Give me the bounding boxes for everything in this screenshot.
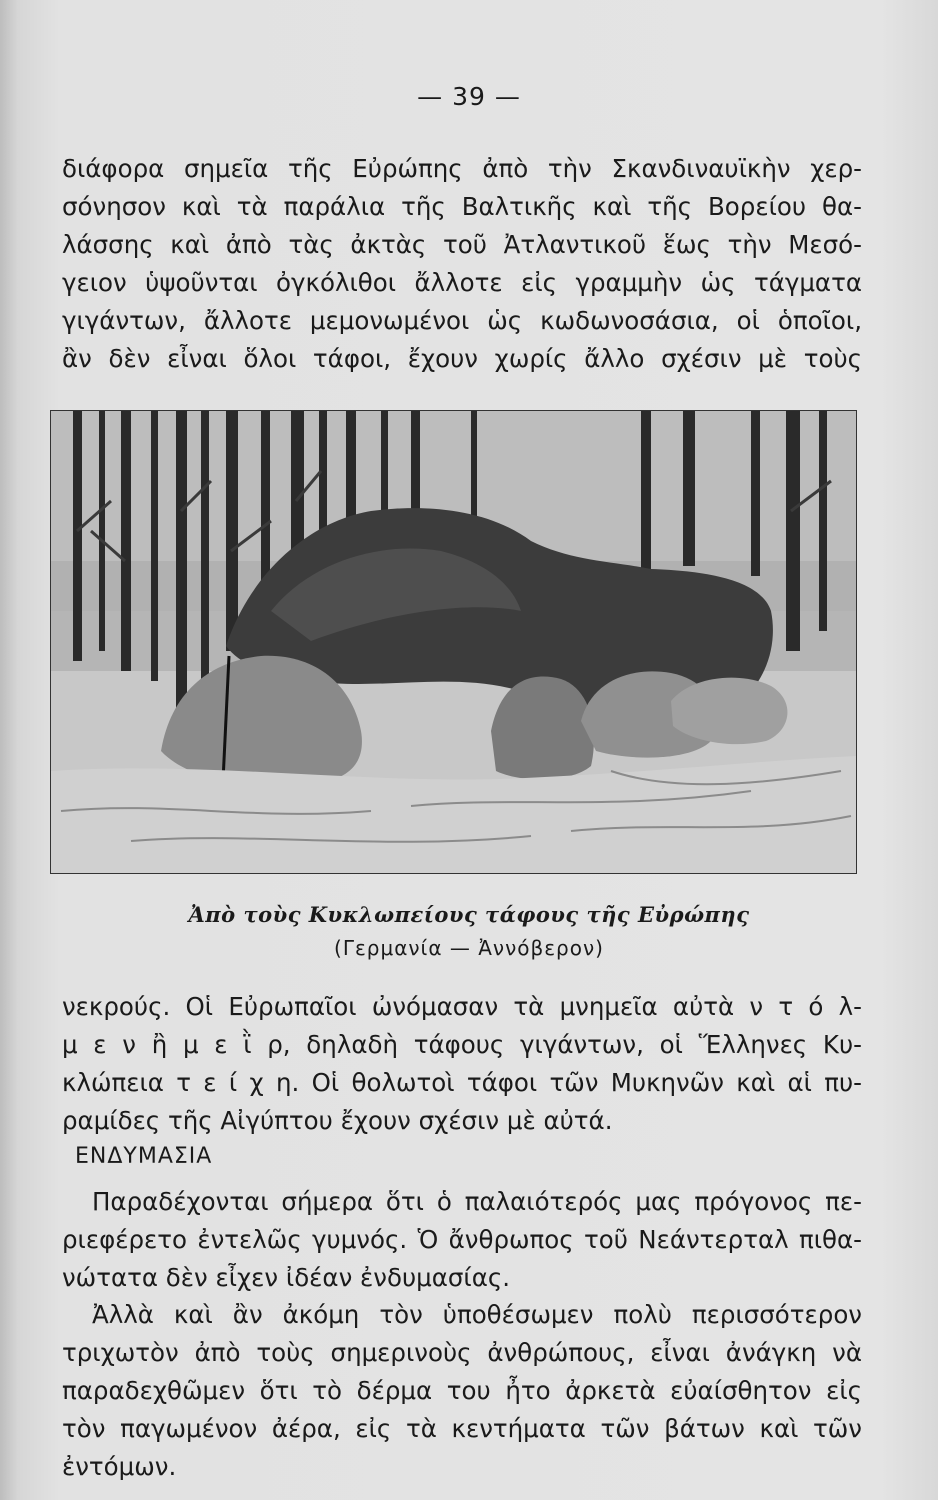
page-number: — 39 — bbox=[417, 82, 521, 111]
text-line: Ἀλλὰ καὶ ἂν ἀκόμη τὸν ὑποθέσωμεν πολὺ περισσότερον bbox=[92, 1300, 862, 1329]
text-line: παραδεχθῶμεν ὅτι τὸ δέρμα του ἦτο ἀρκετὰ εὐαίσθητον εἰς bbox=[62, 1376, 862, 1405]
text-line: νώτατα δὲν εἶχεν ἰδέαν ἐνδυμασίας. bbox=[62, 1263, 511, 1292]
text-line: κλώπεια τ ε ί χ η. Οἱ θολωτοὶ τάφοι τῶν Μυκηνῶν καὶ αἱ πυ- bbox=[62, 1068, 862, 1097]
paragraph-2 bbox=[62, 988, 862, 1140]
paragraph-1 bbox=[62, 150, 862, 378]
text-line: μ ε ν ἢ μ ε ῒ ρ, δηλαδὴ τάφους γιγάντων, οἱ Ἕλληνες Κυ- bbox=[62, 1030, 862, 1059]
dolmen-photograph bbox=[50, 410, 857, 874]
text-line: σόνησον καὶ τὰ παράλια τῆς Βαλτικῆς καὶ τῆς Βορείου θα- bbox=[62, 192, 862, 221]
text-line: ραμίδες τῆς Αἰγύπτου ἔχουν σχέσιν μὲ αὐτά. bbox=[62, 1106, 613, 1135]
photo-caption-subtitle: (Γερμανία — Ἀννόβερον) bbox=[334, 936, 604, 960]
paragraph-3 bbox=[62, 1183, 862, 1297]
section-heading: ΕΝΔΥΜΑΣΙΑ bbox=[75, 1144, 213, 1169]
text-line: ριεφέρετο ἐντελῶς γυμνός. Ὁ ἄνθρωπος τοῦ Νεάντερταλ πιθα- bbox=[62, 1225, 862, 1254]
photo-caption-title: Ἀπὸ τοὺς Κυκλωπείους τάφους τῆς Εὐρώπης bbox=[188, 902, 750, 927]
text-line: Παραδέχονται σήμερα ὅτι ὁ παλαιότερός μας πρόγονος πε- bbox=[92, 1187, 862, 1216]
text-line: τριχωτὸν ἀπὸ τοὺς σημερινοὺς ἀνθρώπους, εἶναι ἀνάγκη νὰ bbox=[62, 1338, 862, 1367]
text-line: ἂν δὲν εἶναι ὅλοι τάφοι, ἔχουν χωρίς ἄλλο σχέσιν μὲ τοὺς bbox=[62, 344, 862, 373]
text-line: λάσσης καὶ ἀπὸ τὰς ἀκτὰς τοῦ Ἀτλαντικοῦ ἕως τὴν Μεσό- bbox=[62, 230, 862, 259]
text-line: διάφορα σημεῖα τῆς Εὐρώπης ἀπὸ τὴν Σκανδιναυϊκὴν χερ- bbox=[62, 154, 862, 183]
text-line: γειον ὑψοῦνται ὀγκόλιθοι ἄλλοτε εἰς γραμμὴν ὡς τάγματα bbox=[62, 268, 862, 297]
text-line: τὸν παγωμένον ἀέρα, εἰς τὰ κεντήματα τῶν βάτων καὶ τῶν bbox=[62, 1414, 862, 1443]
text-line: ἐντόμων. bbox=[62, 1452, 177, 1481]
text-line: γιγάντων, ἄλλοτε μεμονωμένοι ὡς κωδωνοσάσια, οἱ ὁποῖοι, bbox=[62, 306, 862, 335]
text-line: νεκρούς. Οἱ Εὐρωπαῖοι ὠνόμασαν τὰ μνημεῖα αὐτὰ ν τ ό λ- bbox=[62, 992, 862, 1021]
paragraph-4 bbox=[62, 1296, 862, 1486]
